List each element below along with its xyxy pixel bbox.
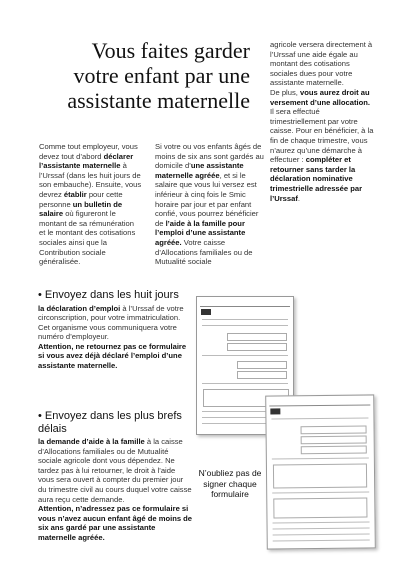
form-header (269, 398, 370, 406)
bold-run: la demande d’aide à la famille (38, 437, 145, 446)
form-line (202, 383, 288, 384)
title-line-1: Vous faites garder (91, 38, 250, 63)
form-field (237, 371, 287, 379)
form-line (202, 355, 288, 356)
form-field (301, 446, 367, 455)
form-field (237, 361, 287, 369)
form-logo-icon (201, 309, 211, 315)
form-image-aide-famille (265, 394, 376, 549)
bold-run: déclarer l’assistante maternelle (39, 151, 134, 171)
text-run: Si votre ou vos enfants âgés de moins de six ans sont gardés au domicile d’ (155, 142, 264, 171)
text-run: , et si le salaire que vous lui versez est inférieur à cinq fois le Smic horaire par jour et par enfant confié, vous pourrez bénéficier de (155, 170, 259, 228)
form-header (200, 300, 290, 307)
sign-reminder-caption: N’oubliez pas de signer chaque formulaire (198, 468, 262, 499)
form-line (273, 539, 370, 541)
text-run: pour cette personne (39, 189, 123, 209)
bold-run: établir (63, 189, 87, 199)
form-field (301, 436, 367, 445)
form-field (301, 426, 367, 435)
text-run: où figureront le montant de sa rémunération et le montant des cotisations sociales ainsi que la Contribution sociale généralisée. (39, 209, 136, 267)
text-run: à l’Urssaf de votre circonscription, pour votre immatriculation. Cet organisme vous communiquera votre numéro d’employeur. (38, 303, 184, 342)
bold-run: Attention, ne retournez pas ce formulaire si vous avez déjà déclaré l’emploi d’une assistante maternelle. (38, 341, 187, 371)
form-line (272, 457, 369, 459)
page-title (40, 38, 250, 113)
text-run: Comme tout employeur, vous devez tout d’abord (39, 142, 138, 161)
form-logo-icon (270, 408, 280, 414)
title-line-2: votre enfant par une (73, 63, 250, 88)
text-run: à l’Urssaf (dans les huit jours de son embauche). Ensuite, vous devrez (39, 161, 142, 199)
form-line (273, 533, 370, 535)
section-body (38, 437, 193, 543)
form-table (273, 464, 367, 489)
bold-run: compléter et retourner sans tarder la déclaration nominative trimestrielle adressée par l’Urssaf (270, 155, 363, 203)
section-brefs-delais (38, 410, 193, 543)
text-run: agricole versera directement à l’Urssaf une aide égale au montant des cotisations sociales dues pour votre assistante maternelle. (270, 40, 373, 88)
section-heading: • Envoyez dans les huit jours (38, 289, 179, 301)
text-run: Il sera effectué trimestriellement par votre caisse. Pour en bénéficier, à la fin de chaque trimestre, vous n’aurez qu’une démarche à effectuer : (270, 107, 374, 165)
text-run: De plus, (270, 87, 300, 97)
bold-run: l’aide à la famille pour l’emploi d’une assistante agréée. (155, 218, 246, 247)
section-huit-jours (38, 289, 193, 371)
form-line (271, 417, 368, 419)
form-field (227, 333, 287, 341)
column-3-text (270, 40, 375, 203)
form-table (273, 498, 367, 519)
bold-run: la déclaration d’emploi (38, 303, 121, 313)
form-line (202, 325, 288, 326)
column-2-text (155, 142, 265, 267)
bold-run: Attention, n’adressez pas ce formulaire si vous n’avez aucun enfant âgé de moins de six ans gardé par une assistante maternelle agréée. (38, 504, 193, 542)
text-run: . (297, 193, 300, 203)
form-line (273, 521, 370, 523)
section-heading: • Envoyez dans les plus brefs délais (38, 410, 182, 435)
form-line (273, 527, 370, 529)
bold-run: vous aurez droit au versement d’une allocation. (270, 87, 371, 107)
bold-run: un bulletin de salaire (39, 199, 123, 219)
form-field (227, 343, 287, 351)
title-line-3: assistante maternelle (67, 88, 250, 113)
bold-run: une assistante maternelle agréée (155, 161, 244, 180)
column-1-text (39, 142, 142, 267)
text-run: Votre caisse d’Allocations familiales ou de Mutualité sociale (155, 237, 253, 267)
form-line (272, 491, 369, 493)
section-body (38, 304, 193, 371)
form-line (202, 319, 288, 320)
text-run: à la caisse d’Allocations familiales ou de Mutualité sociale agricole dont vous dépendez. Ne tardez pas à lui retourner, le droit à l’aide vous sera ouvert à compter du premier jour du trimestre civil au cours duquel votre caisse aura reçu cette demande. (38, 437, 192, 504)
